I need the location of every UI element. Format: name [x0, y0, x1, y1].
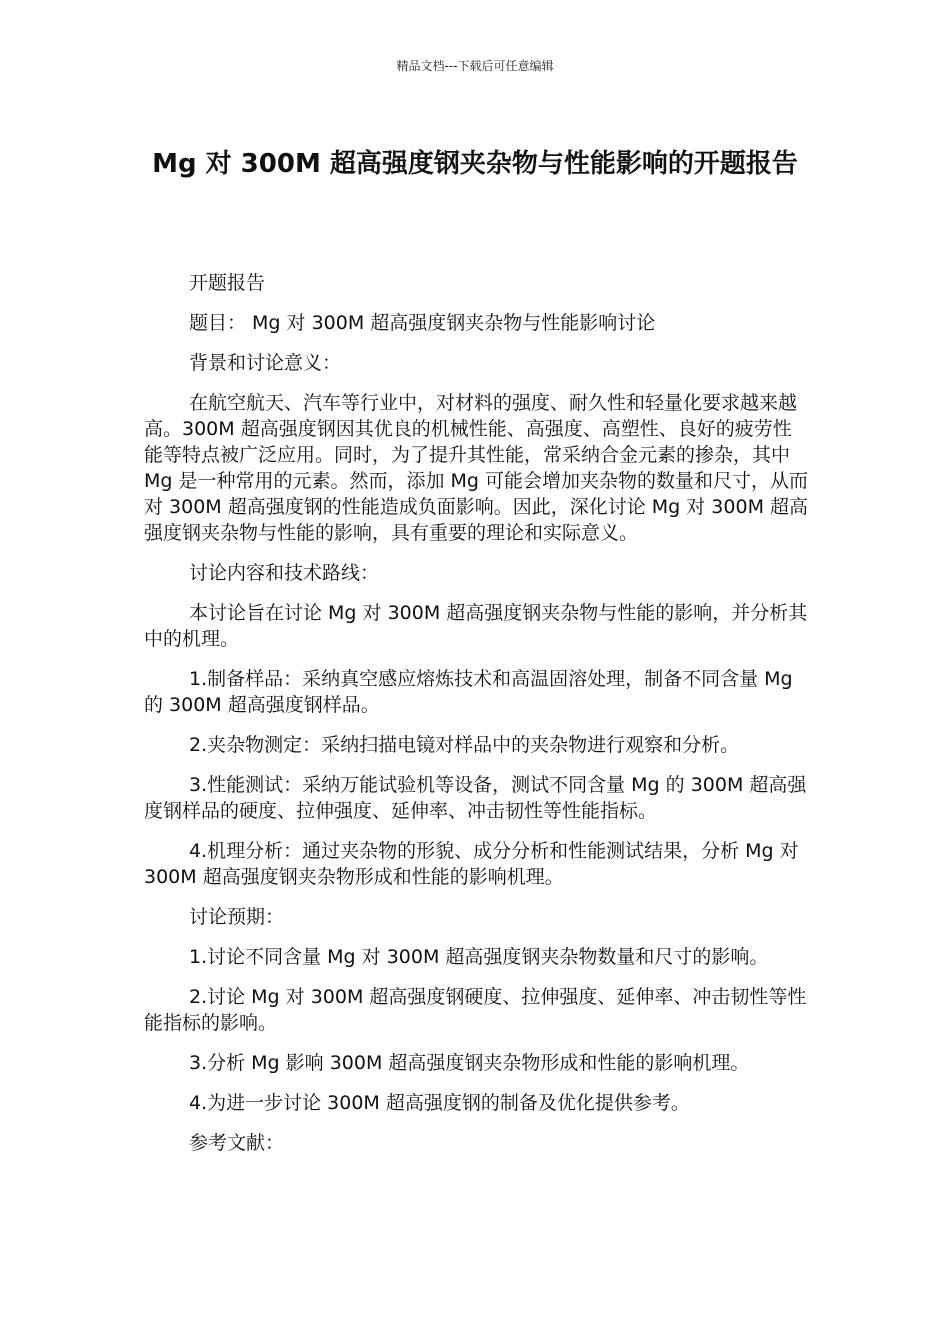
document-body	[144, 270, 810, 1170]
paragraph-step-3: 3.性能测试：采纳万能试验机等设备，测试不同含量 Mg 的 300M 超高强度钢样品的硬度、拉伸强度、延伸率、冲击韧性等性能指标。	[144, 774, 807, 822]
paragraph-expected-3: 3.分析 Mg 影响 300M 超高强度钢夹杂物形成和性能的影响机理。	[189, 1052, 750, 1074]
paragraph-heading-references: 参考文献：	[189, 1132, 285, 1154]
paragraph-step-2: 2.夹杂物测定：采纳扫描电镜对样品中的夹杂物进行观察和分析。	[189, 734, 740, 756]
paragraph-heading-background: 背景和讨论意义：	[189, 352, 342, 374]
paragraph-topic: 题目： Mg 对 300M 超高强度钢夹杂物与性能影响讨论	[189, 312, 656, 334]
paragraph-expected-1: 1.讨论不同含量 Mg 对 300M 超高强度钢夹杂物数量和尺寸的影响。	[189, 946, 769, 968]
paragraph-heading-report: 开题报告	[189, 272, 266, 294]
page-header: 精品文档---下载后可任意编辑	[396, 59, 554, 73]
paragraph-step-1: 1.制备样品：采纳真空感应熔炼技术和高温固溶处理，制备不同含量 Mg 的 300M 超高强度钢样品。	[144, 668, 793, 716]
document-title: Mg 对 300M 超高强度钢夹杂物与性能影响的开题报告	[152, 149, 798, 179]
paragraph-expected-2: 2.讨论 Mg 对 300M 超高强度钢硬度、拉伸强度、延伸率、冲击韧性等性能指标的影响。	[144, 986, 807, 1034]
paragraph-heading-expected: 讨论预期：	[189, 906, 285, 928]
paragraph-heading-content: 讨论内容和技术路线：	[189, 562, 380, 584]
paragraph-background: 在航空航天、汽车等行业中，对材料的强度、耐久性和轻量化要求越来越高。300M 超高强度钢因其优良的机械性能、高强度、高塑性、良好的疲劳性能等特点被广泛应用。同时，为了提升其性能，常采纳合金元素的掺杂，其中 Mg 是一种常用的元素。然而，添加 Mg 可能会增加夹杂物的数量和尺寸，从而对 300M 超高强度钢的性能造成负面影响。因此，深化讨论 Mg 对 300M 超高强度钢夹杂物与性能的影响，具有重要的理论和实际意义。	[144, 392, 809, 544]
paragraph-aim: 本讨论旨在讨论 Mg 对 300M 超高强度钢夹杂物与性能的影响，并分析其中的机理。	[144, 602, 808, 650]
paragraph-step-4: 4.机理分析：通过夹杂物的形貌、成分分析和性能测试结果，分析 Mg 对 300M 超高强度钢夹杂物形成和性能的影响机理。	[144, 840, 799, 888]
paragraph-expected-4: 4.为进一步讨论 300M 超高强度钢的制备及优化提供参考。	[189, 1092, 690, 1114]
